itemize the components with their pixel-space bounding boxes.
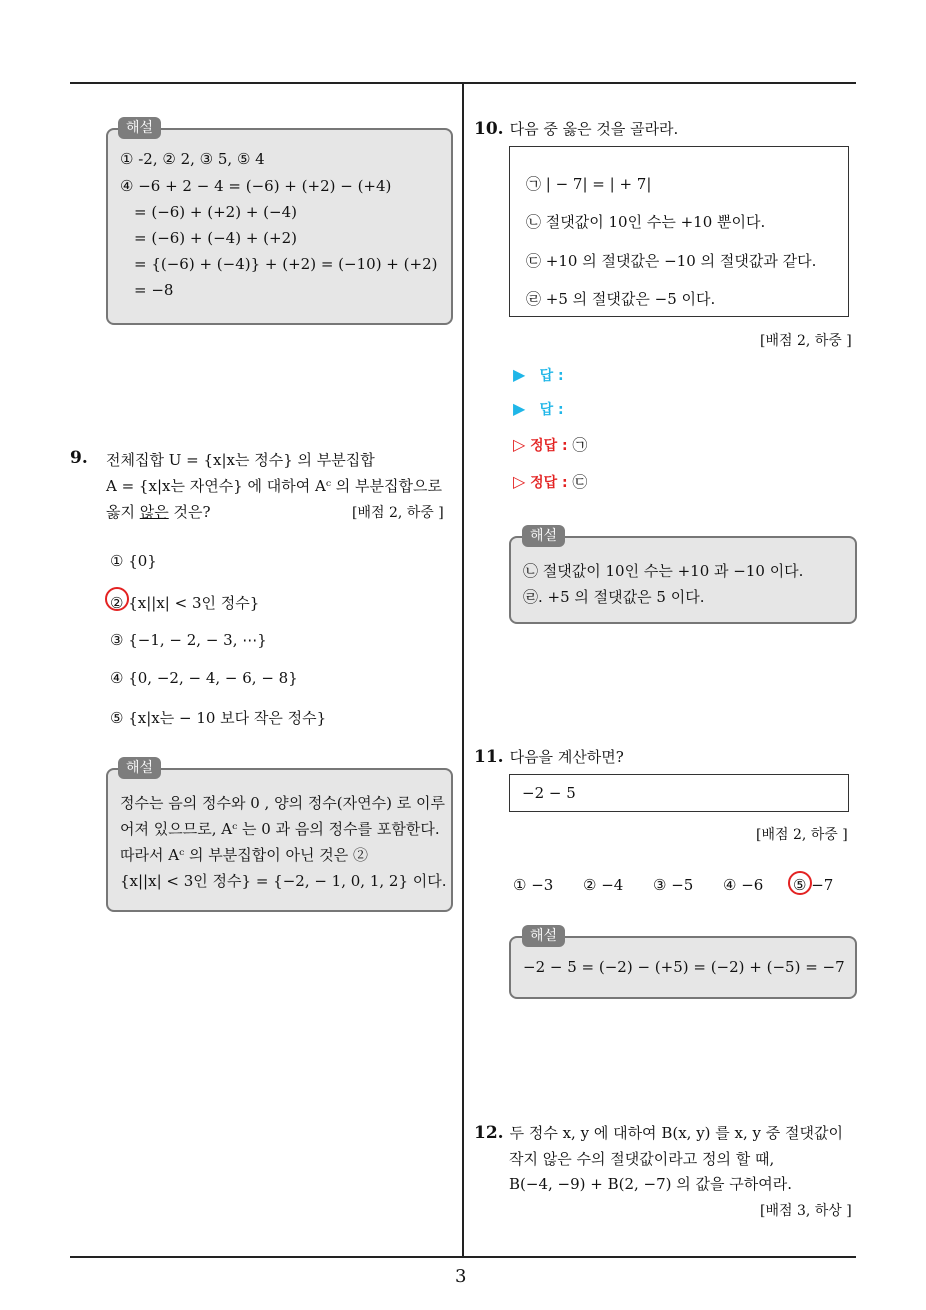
option-4: ④ {0, −2, − 4, − 6, − 8} — [110, 669, 298, 687]
question-number: 12. — [474, 1123, 504, 1143]
solution-tag: 해설 — [522, 525, 565, 547]
expression: −2 − 5 — [522, 784, 576, 802]
question-number: 11. — [474, 747, 504, 767]
play-icon: ▶ — [513, 365, 526, 384]
option-5: ⑤ −7 — [793, 876, 834, 894]
question-text: 다음을 계산하면? — [509, 748, 624, 766]
correct-answer-2 — [513, 471, 587, 492]
solution-line: 따라서 Aᶜ 의 부분집합이 아닌 것은 ② — [120, 846, 369, 864]
option-3: ③ {−1, − 2, − 3, ⋯} — [110, 631, 267, 649]
statement: ㉢ +10 의 절댓값은 −10 의 절댓값과 같다. — [526, 252, 817, 270]
question-9 — [70, 448, 94, 468]
question-text: A = {x|x는 자연수} 에 대하여 Aᶜ 의 부분집합으로 — [106, 477, 442, 495]
question-text — [106, 501, 211, 522]
answer-mark-circle — [788, 871, 812, 895]
question-number: 10. — [474, 119, 504, 139]
score-label: [배점 2, 하중 ] — [760, 333, 852, 349]
triangle-right-icon: ▷ — [513, 435, 526, 454]
answer-mark-circle — [105, 587, 129, 611]
solution-line: = −8 — [134, 281, 174, 299]
option-1: ① {0} — [110, 552, 157, 570]
solution-box-q8 — [106, 128, 453, 325]
page-number: 3 — [455, 1266, 467, 1287]
solution-line: −2 − 5 = (−2) − (+5) = (−2) + (−5) = −7 — [523, 958, 845, 976]
solution-line: {x||x| < 3인 정수} = {−2, − 1, 0, 1, 2} 이다. — [120, 872, 447, 890]
solution-box-q9 — [106, 768, 453, 912]
expression-box — [509, 774, 849, 812]
underlined-word: 않은 — [139, 503, 169, 521]
score-label: [배점 2, 하중 ] — [352, 505, 444, 521]
question-12 — [474, 1122, 843, 1143]
statement: ㉠ | − 7| = | + 7| — [526, 175, 652, 193]
score-label: [배점 2, 하중 ] — [756, 827, 848, 843]
option-2: ② {x||x| < 3인 정수} — [110, 594, 260, 612]
question-text: 두 정수 x, y 에 대하여 B(x, y) 를 x, y 중 절댓값이 — [509, 1124, 843, 1142]
answer-label: 답 : — [539, 402, 564, 418]
solution-line: 정수는 음의 정수와 0 , 양의 정수(자연수) 로 이루 — [120, 794, 445, 812]
correct-label: 정답 : — [530, 475, 568, 491]
question-10 — [474, 118, 678, 139]
solution-line: = (−6) + (−4) + (+2) — [134, 229, 297, 247]
option-3: ③ −5 — [653, 876, 694, 894]
correct-value: ㉠ — [572, 436, 588, 454]
play-icon: ▶ — [513, 399, 526, 418]
answer-label: 답 : — [539, 368, 564, 384]
question-text-post: 것은? — [168, 503, 211, 521]
column-divider — [462, 82, 464, 1257]
statements-box — [509, 146, 849, 317]
question-text-pre: 옳지 — [106, 503, 140, 521]
statement: ㉣ +5 의 절댓값은 −5 이다. — [526, 290, 716, 308]
correct-answer-1 — [513, 434, 587, 455]
option-1: ① −3 — [513, 876, 554, 894]
option-4: ④ −6 — [723, 876, 764, 894]
question-text: 다음 중 옳은 것을 골라라. — [509, 120, 679, 138]
solution-tag: 해설 — [118, 757, 161, 779]
answer-line-1 — [513, 365, 564, 385]
solution-tag: 해설 — [522, 925, 565, 947]
solution-line: ㉣. +5 의 절댓값은 5 이다. — [523, 588, 705, 606]
question-text: B(−4, −9) + B(2, −7) 의 값을 구하여라. — [509, 1175, 793, 1193]
correct-value: ㉢ — [572, 473, 588, 491]
score-label: [배점 3, 하상 ] — [760, 1203, 852, 1219]
option-2: ② −4 — [583, 876, 624, 894]
question-text: 작지 않은 수의 절댓값이라고 정의 할 때, — [509, 1150, 775, 1168]
correct-label: 정답 : — [530, 438, 568, 454]
question-11 — [474, 746, 624, 767]
solution-line: = (−6) + (+2) + (−4) — [134, 203, 297, 221]
question-number: 9. — [70, 448, 88, 468]
solution-line: ④ −6 + 2 − 4 = (−6) + (+2) − (+4) — [120, 177, 392, 195]
bottom-rule — [70, 1256, 856, 1258]
solution-line: ① -2, ② 2, ③ 5, ⑤ 4 — [120, 150, 265, 168]
solution-line: ㉡ 절댓값이 10인 수는 +10 과 −10 이다. — [523, 562, 804, 580]
solution-tag: 해설 — [118, 117, 161, 139]
solution-line: = {(−6) + (−4)} + (+2) = (−10) + (+2) — [134, 255, 438, 273]
question-text: 전체집합 U = {x|x는 정수} 의 부분집합 — [106, 451, 375, 469]
statement: ㉡ 절댓값이 10인 수는 +10 뿐이다. — [526, 213, 766, 231]
solution-box-q10 — [509, 536, 857, 624]
answer-line-2 — [513, 399, 564, 419]
option-5: ⑤ {x|x는 − 10 보다 작은 정수} — [110, 709, 327, 727]
solution-line: 어져 있으므로, Aᶜ 는 0 과 음의 정수를 포함한다. — [120, 820, 440, 838]
triangle-right-icon: ▷ — [513, 472, 526, 491]
